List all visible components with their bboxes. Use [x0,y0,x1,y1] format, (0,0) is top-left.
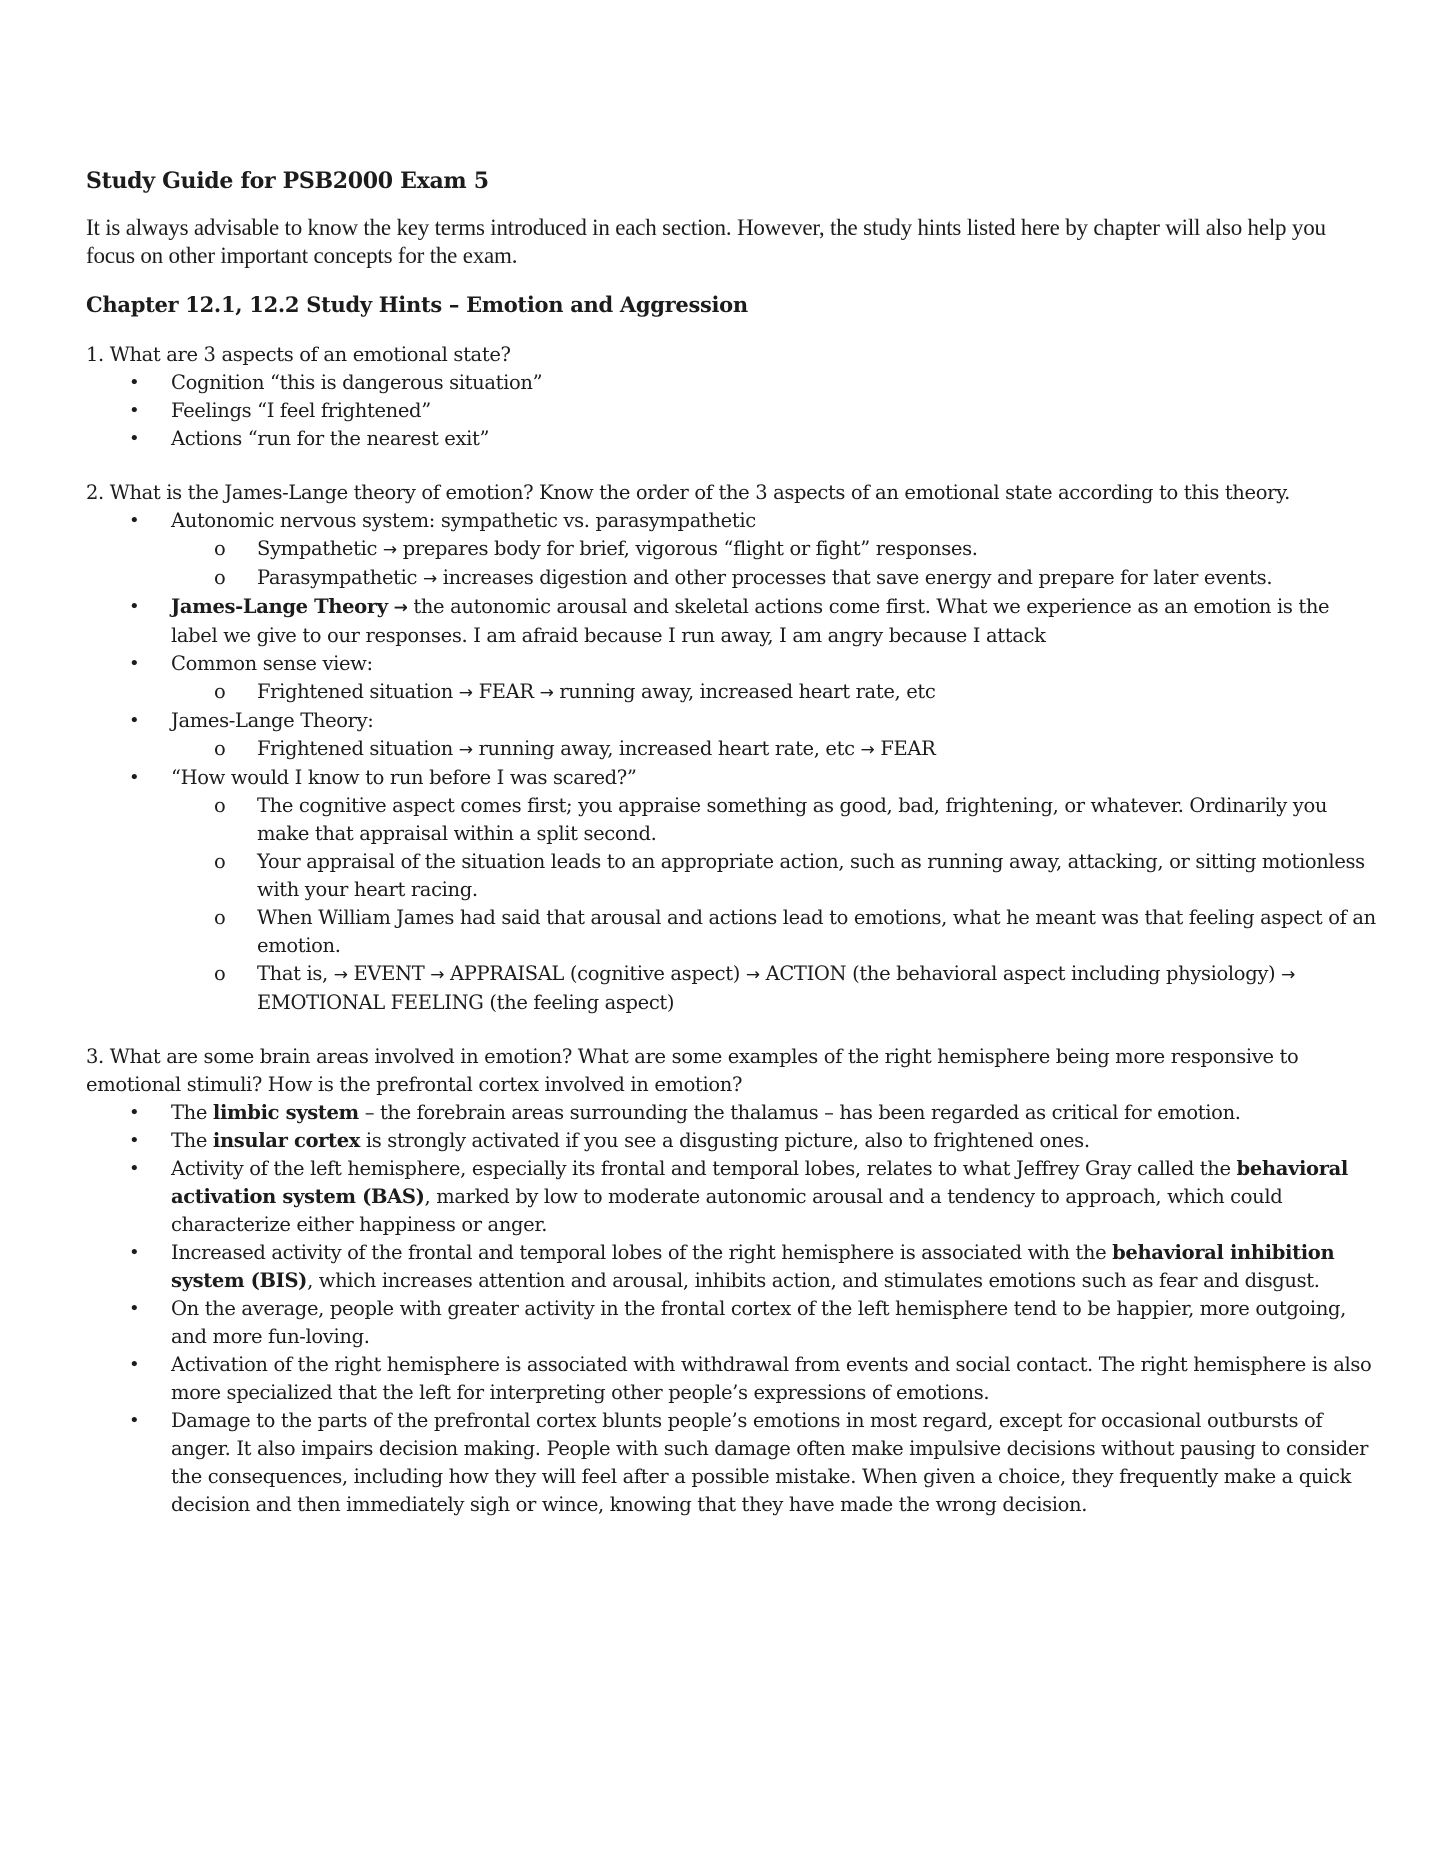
bullet-icon: • [129,1130,140,1151]
bold-term: insular cortex [212,1129,361,1152]
list-item: • Feelings “I feel frightened” [86,397,1376,425]
sub-bullet-icon: o [214,850,226,873]
bullet-icon: • [129,372,140,393]
sub-list [171,735,1376,764]
sub-list-item: o The cognitive aspect comes first; you appraise something as good, bad, frightening, or whatever. Ordinarily you make that appraisal within a split second. [214,794,1328,845]
document-page [86,168,1376,1519]
sub-list-item: o Frightened situation → running away, increased heart rate, etc → FEAR [171,735,1376,764]
list-item: • Activity of the left hemisphere, especially its frontal and temporal lobes, relates to what Jeffrey Gray called the behavioral activation system (BAS), marked by low to moderate autonomic arousal and a tendency to approach, which could characterize either happiness or anger. [129,1157,1348,1236]
arrow-icon: → [1281,965,1296,985]
bold-term: James-Lange Theory [171,595,388,618]
question-3: 3. What are some brain areas involved in emotion? What are some examples of the right hemisphere being more responsive to emotional stimuli? How is the prefrontal cortex involved in emotion? [86,1045,1299,1096]
sub-list-item: o Parasympathetic → increases digestion and other processes that save energy and prepare for later events. [171,564,1376,593]
bullet-icon: • [129,1410,140,1431]
question-1-list [86,369,1376,453]
question-3-list [86,1099,1376,1519]
bullet-icon: • [129,1242,140,1263]
question-2-list [86,507,1376,1017]
sub-bullet-icon: o [214,737,226,760]
arrow-icon: → [333,965,348,985]
sub-bullet-icon: o [214,680,226,703]
list-item: • “How would I know to run before I was scared?” o The cognitive aspect comes first; you appraise something as good, bad, frightening, or whatever. Ordinarily you make that appraisal within a split second. o Your appraisal of the situation leads to an appropriate action, such as running away, attacking, or sitting motionless with your heart racing. o When William James had said that arousal and actions lead to emotions, what he meant was that feeling aspect of an emotion. o That is, → EVENT → APPRAISAL (cognitive aspect) → ACTION (the behavioral aspect including physiology) → EMOTIONAL FEELING (the feeling aspect) [86,764,1376,1017]
list-item: • On the average, people with greater activity in the frontal cortex of the left hemisphere tend to be happier, more outgoing, and more fun-loving. [129,1297,1347,1348]
list-item: • Cognition “this is dangerous situation” [86,369,1376,397]
bullet-icon: • [129,1102,140,1123]
arrow-icon: → [745,965,760,985]
sub-list-item: o Your appraisal of the situation leads to an appropriate action, such as running away, attacking, or sitting motionless with your heart racing. [214,850,1365,901]
bullet-icon: • [129,767,140,788]
list-item: • James-Lange Theory → the autonomic arousal and skeletal actions come first. What we experience as an emotion is the label we give to our responses. I am afraid because I run away, I am angry because I attack [129,595,1330,647]
sub-list-item: o Sympathetic → prepares body for brief, vigorous “flight or fight” responses. [171,535,1376,564]
bullet-icon: • [129,400,140,421]
list-item: • The insular cortex is strongly activated if you see a disgusting picture, also to frightened ones. [86,1127,1376,1155]
arrow-icon: → [382,540,397,560]
arrow-icon: → [860,740,875,760]
sub-list [171,678,1376,707]
sub-bullet-icon: o [214,906,226,929]
bullet-icon: • [129,1298,140,1319]
list-item: • Autonomic nervous system: sympathetic vs. parasympathetic o Sympathetic → prepares body for brief, vigorous “flight or fight” responses. o Parasympathetic → increases digestion and other processes that save energy and prepare for later events. [86,507,1376,593]
list-item: • Activation of the right hemisphere is associated with withdrawal from events and social contact. The right hemisphere is also more specialized that the left for interpreting other people’s expressions of emotions. [129,1353,1372,1404]
list-item: • The limbic system – the forebrain areas surrounding the thalamus – has been regarded as critical for emotion. [86,1099,1376,1127]
sub-list-item: o Frightened situation → FEAR → running away, increased heart rate, etc [171,678,1376,707]
list-item: • James-Lange Theory: o Frightened situation → running away, increased heart rate, etc → FEAR [86,707,1376,764]
bold-term: limbic system [212,1101,359,1124]
arrow-icon: → [430,965,445,985]
sub-bullet-icon: o [214,566,226,589]
sub-list [171,535,1376,593]
sub-bullet-icon: o [214,794,226,817]
sub-list-item: o When William James had said that arousal and actions lead to emotions, what he meant was that feeling aspect of an emotion. [214,906,1376,957]
bullet-icon: • [129,428,140,449]
list-item: • Common sense view: o Frightened situation → FEAR → running away, increased heart rate, etc [86,650,1376,707]
bold-term: behavioral inhibition system (BIS) [171,1241,1335,1292]
sub-list [171,792,1376,1017]
arrow-icon: → [458,740,473,760]
sub-bullet-icon: o [214,537,226,560]
intro-paragraph: It is always advisable to know the key terms introduced in each section. However, the study hints listed here by chapter will also help you focus on other important concepts for the exam. [86,215,1326,268]
sub-list-item: o That is, → EVENT → APPRAISAL (cognitive aspect) → ACTION (the behavioral aspect including physiology) → EMOTIONAL FEELING (the feeling aspect) [214,962,1296,1014]
arrow-icon: → [393,598,408,618]
bullet-icon: • [129,653,140,674]
bullet-icon: • [129,1354,140,1375]
bullet-icon: • [129,1158,140,1179]
question-1: 1. What are 3 aspects of an emotional state? [86,343,511,366]
arrow-icon: → [422,569,437,589]
list-item: • Increased activity of the frontal and temporal lobes of the right hemisphere is associated with the behavioral inhibition system (BIS), which increases attention and arousal, inhibits action, and stimulates emotions such as fear and disgust. [129,1241,1335,1292]
bullet-icon: • [129,596,140,617]
study-hints-body [86,341,1376,1519]
question-2: 2. What is the James-Lange theory of emotion? Know the order of the 3 aspects of an emotional state according to this theory. [86,481,1290,504]
arrow-icon: → [539,683,554,703]
chapter-heading: Chapter 12.1, 12.2 Study Hints – Emotion and Aggression [86,292,748,317]
bullet-icon: • [129,510,140,531]
list-item: • Damage to the parts of the prefrontal cortex blunts people’s emotions in most regard, except for occasional outbursts of anger. It also impairs decision making. People with such damage often make impulsive decisions without pausing to consider the consequences, including how they will feel after a possible mistake. When given a choice, they frequently make a quick decision and then immediately sigh or wince, knowing that they have made the wrong decision. [129,1409,1369,1516]
list-item: • Actions “run for the nearest exit” [86,425,1376,453]
bold-term: behavioral activation system (BAS) [171,1157,1348,1208]
document-title: Study Guide for PSB2000 Exam 5 [86,168,489,194]
arrow-icon: → [458,683,473,703]
bullet-icon: • [129,710,140,731]
sub-bullet-icon: o [214,962,226,985]
